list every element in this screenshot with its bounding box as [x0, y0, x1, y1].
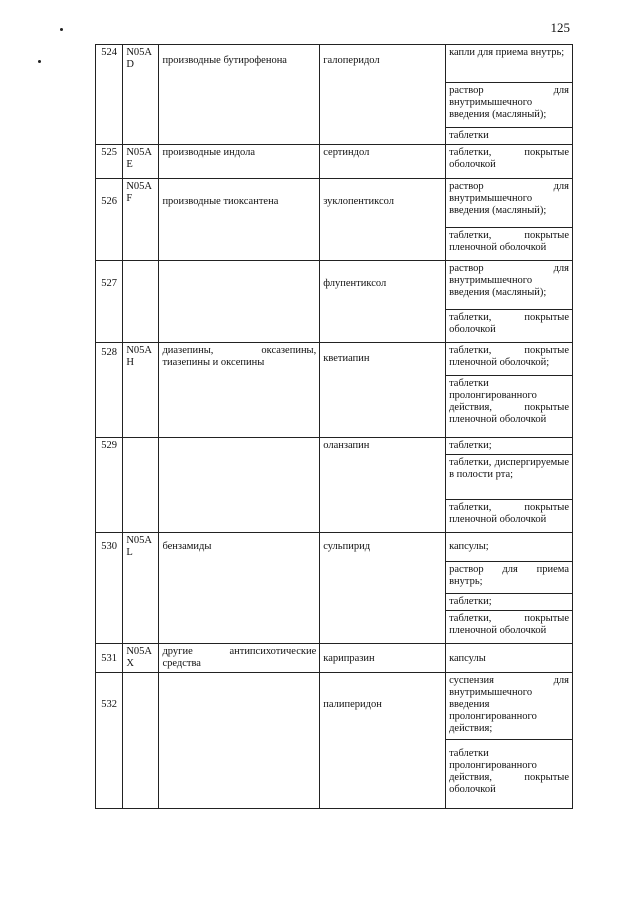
atc-code: N05A E: [123, 145, 159, 179]
row-number: 532: [96, 673, 123, 809]
row-number: 524: [96, 45, 123, 145]
pharm-group: производные тиоксантена: [159, 179, 320, 261]
dosage-form: капли для приема внутрь;: [446, 45, 573, 83]
dosage-form: раствор для внутримышечного введения (масляный);: [446, 179, 573, 228]
row-number: 527: [96, 261, 123, 343]
row-number: 526: [96, 179, 123, 261]
atc-code: [123, 261, 159, 343]
table-row: [96, 673, 573, 740]
atc-code: N05A L: [123, 533, 159, 644]
medication-table: [95, 44, 573, 809]
pharm-group: [159, 438, 320, 533]
dosage-form: таблетки, покрытые оболочкой: [446, 145, 573, 179]
drug-name: галоперидол: [320, 45, 446, 145]
atc-code: N05A X: [123, 644, 159, 673]
dosage-form: таблетки: [446, 128, 573, 145]
row-number: 531: [96, 644, 123, 673]
dosage-form: капсулы: [446, 644, 573, 673]
scan-speck: [60, 28, 63, 31]
table-row: [96, 644, 573, 673]
drug-name: сертиндол: [320, 145, 446, 179]
row-number: 528: [96, 343, 123, 438]
dosage-form: таблетки;: [446, 438, 573, 455]
table-row: [96, 343, 573, 376]
drug-name: флупентиксол: [320, 261, 446, 343]
atc-code: [123, 438, 159, 533]
dosage-form: суспензия для внутримышечного введения пролонгированного действия;: [446, 673, 573, 740]
pharm-group: диазепины, оксазепины, тиазепины и оксепины: [159, 343, 320, 438]
table-row: [96, 261, 573, 310]
dosage-form: таблетки, диспергируемые в полости рта;: [446, 455, 573, 500]
dosage-form: раствор для внутримышечного введения (масляный);: [446, 83, 573, 128]
pharm-group: производные бутирофенона: [159, 45, 320, 145]
dosage-form: раствор для приема внутрь;: [446, 562, 573, 594]
table-row: [96, 145, 573, 179]
dosage-form: таблетки пролонгированного действия, покрытые оболочкой: [446, 740, 573, 809]
pharm-group: бензамиды: [159, 533, 320, 644]
drug-name: палиперидон: [320, 673, 446, 809]
table-row: [96, 533, 573, 562]
atc-code: N05A F: [123, 179, 159, 261]
row-number: 529: [96, 438, 123, 533]
dosage-form: таблетки, покрытые пленочной оболочкой: [446, 500, 573, 533]
drug-name: зуклопентиксол: [320, 179, 446, 261]
dosage-form: таблетки, покрытые пленочной оболочкой: [446, 611, 573, 644]
row-number: 530: [96, 533, 123, 644]
pharm-group: [159, 261, 320, 343]
drug-name: кветиапин: [320, 343, 446, 438]
row-number: 525: [96, 145, 123, 179]
dosage-form: таблетки пролонгированного действия, покрытые пленочной оболочкой: [446, 376, 573, 438]
drug-name: сульпирид: [320, 533, 446, 644]
atc-code: N05A D: [123, 45, 159, 145]
dosage-form: таблетки;: [446, 594, 573, 611]
dosage-form: капсулы;: [446, 533, 573, 562]
atc-code: N05A H: [123, 343, 159, 438]
table-row: [96, 438, 573, 455]
pharm-group: производные индола: [159, 145, 320, 179]
page-number: 125: [550, 20, 570, 35]
dosage-form: таблетки, покрытые пленочной оболочкой: [446, 228, 573, 261]
scan-speck: [38, 60, 41, 63]
dosage-form: таблетки, покрытые оболочкой: [446, 310, 573, 343]
drug-name: оланзапин: [320, 438, 446, 533]
table-row: [96, 179, 573, 228]
dosage-form: таблетки, покрытые пленочной оболочкой;: [446, 343, 573, 376]
drug-name: карипразин: [320, 644, 446, 673]
pharm-group: другие антипсихотические средства: [159, 644, 320, 673]
pharm-group: [159, 673, 320, 809]
atc-code: [123, 673, 159, 809]
dosage-form: раствор для внутримышечного введения (масляный);: [446, 261, 573, 310]
table-row: [96, 45, 573, 83]
